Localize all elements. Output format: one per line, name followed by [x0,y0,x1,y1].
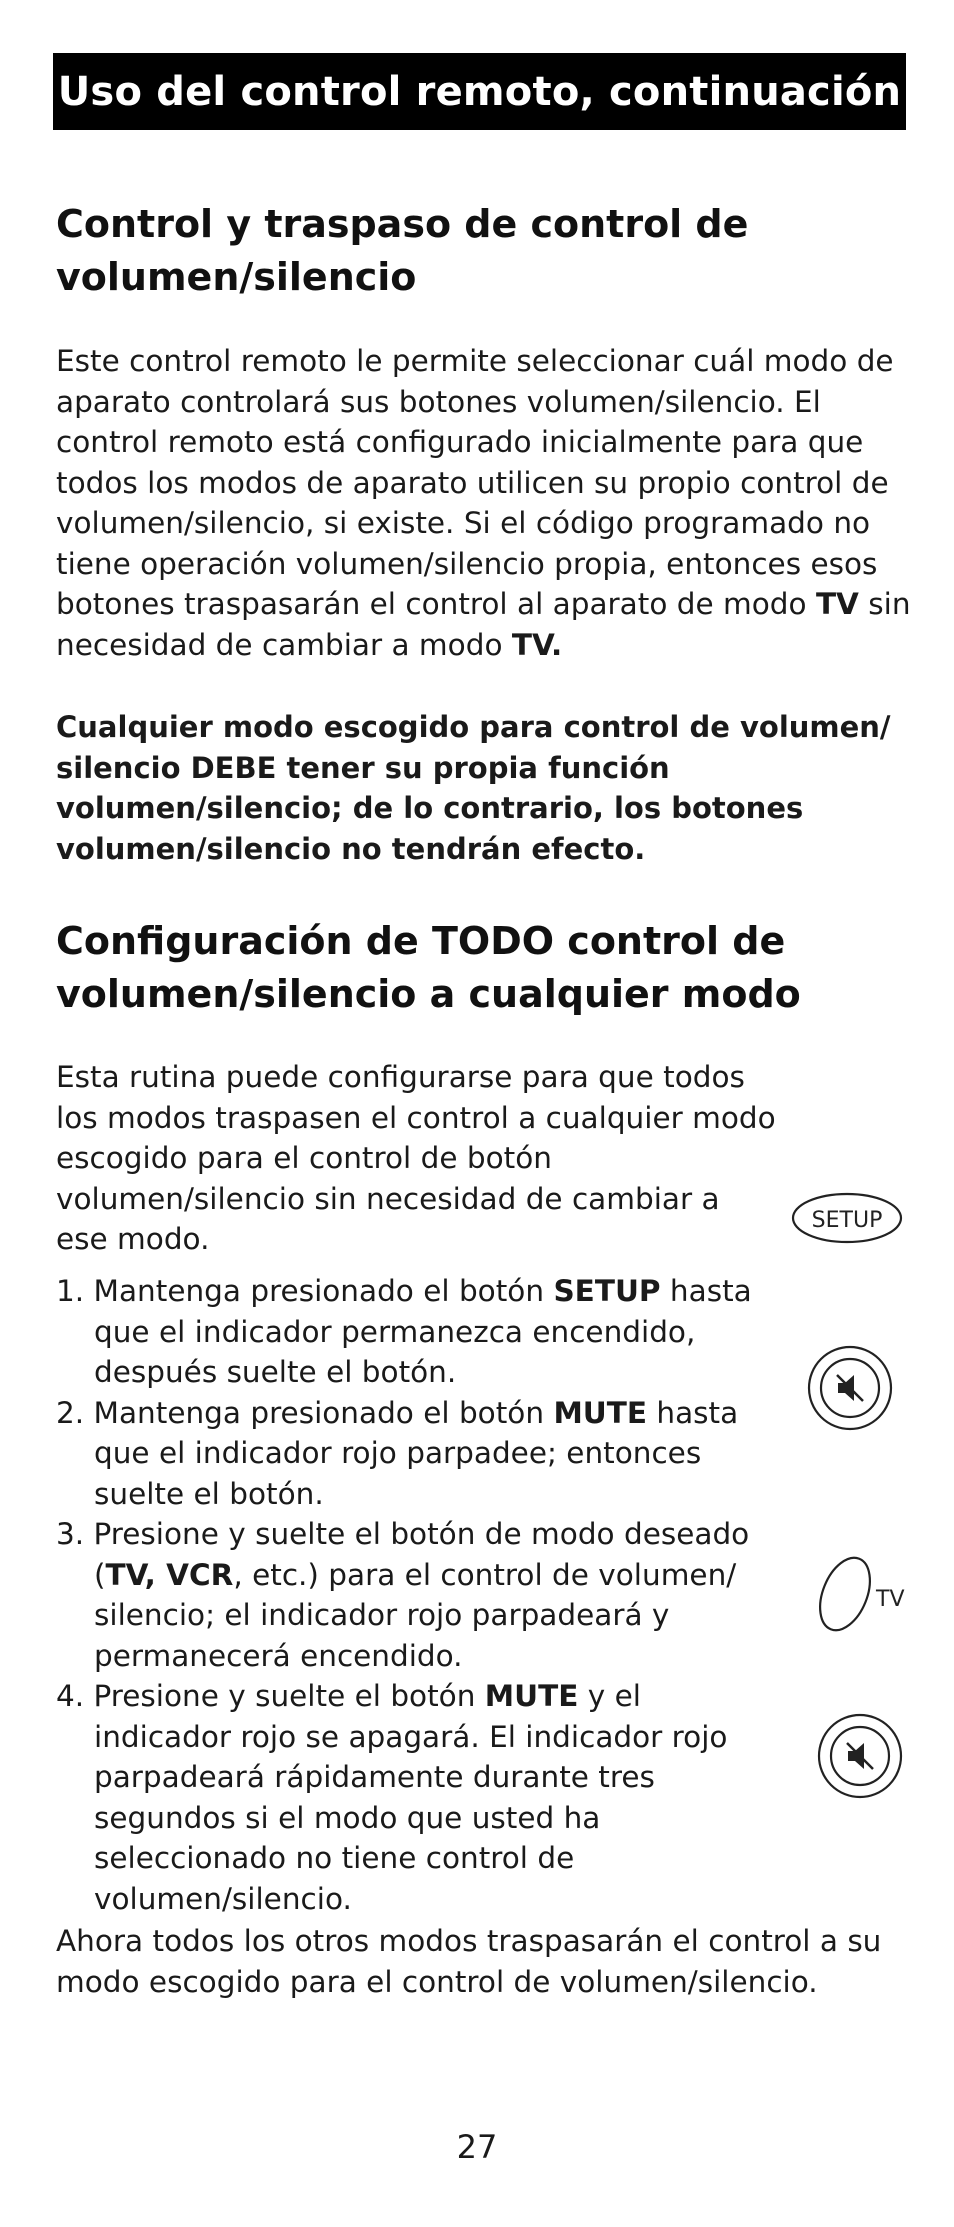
page-header [53,53,906,130]
steps-list [56,1271,776,1919]
section1-body: Este control remoto le permite seleccionar cuál modo de aparato controlará sus botones volumen/silencio. El control remoto está configurado inicialmente para que todos los modos de aparato utilicen su propio control de volumen/silencio, si existe. Si el código programado no tiene operación volumen/silencio propia, entonces esos botones traspasarán el control al aparato de modo TV sin necesidad de cambiar a modo TV. [56,344,911,662]
step-3: 3. Presione y suelte el botón de modo deseado (TV, VCR, etc.) para el control de volumen/ silencio; el indicador rojo parpadeará y permanecerá encendido. [56,1517,750,1673]
step-1: 1. Mantenga presionado el botón SETUP hasta que el indicador permanezca encendido, después suelte el botón. [56,1274,752,1389]
mute-button-icon-2 [815,1711,905,1801]
step-2: 2. Mantenga presionado el botón MUTE hasta que el indicador rojo parpadee; entonces suelte el botón. [56,1395,739,1511]
step-4: 4. Presione y suelte el botón MUTE y el indicador rojo se apagará. El indicador rojo parpadeará rápidamente durante tres segundos si el modo que usted ha seleccionado no tiene control de volumen/silencio. [56,1679,728,1916]
tv-mode-button-icon [812,1548,908,1636]
section2-title: Configuración de TODO control de volumen/silencio a cualquier modo [56,919,801,1016]
setup-button-icon [790,1190,904,1246]
tv-label: TV [876,1587,905,1612]
page-number: 27 [456,2128,498,2166]
section1-title: Control y traspaso de control de volumen/silencio [56,202,749,299]
mute-button-icon [805,1343,895,1433]
closing-paragraph: Ahora todos los otros modos traspasarán el control a su modo escogido para el control de volumen/silencio. [56,1924,882,1999]
section2-intro: Esta rutina puede configurarse para que todos los modos traspasen el control a cualquier modo escogido para el control de botón volumen/silencio sin necesidad de cambiar a ese modo. [56,1060,776,1256]
setup-label: SETUP [811,1208,883,1233]
page-header-title: Uso del control remoto, continuación [57,68,902,115]
section1-warning: Cualquier modo escogido para control de volumen/ silencio DEBE tener su propia función volumen/silencio; de lo contrario, los botones volumen/silencio no tendrán efecto. [56,710,891,866]
